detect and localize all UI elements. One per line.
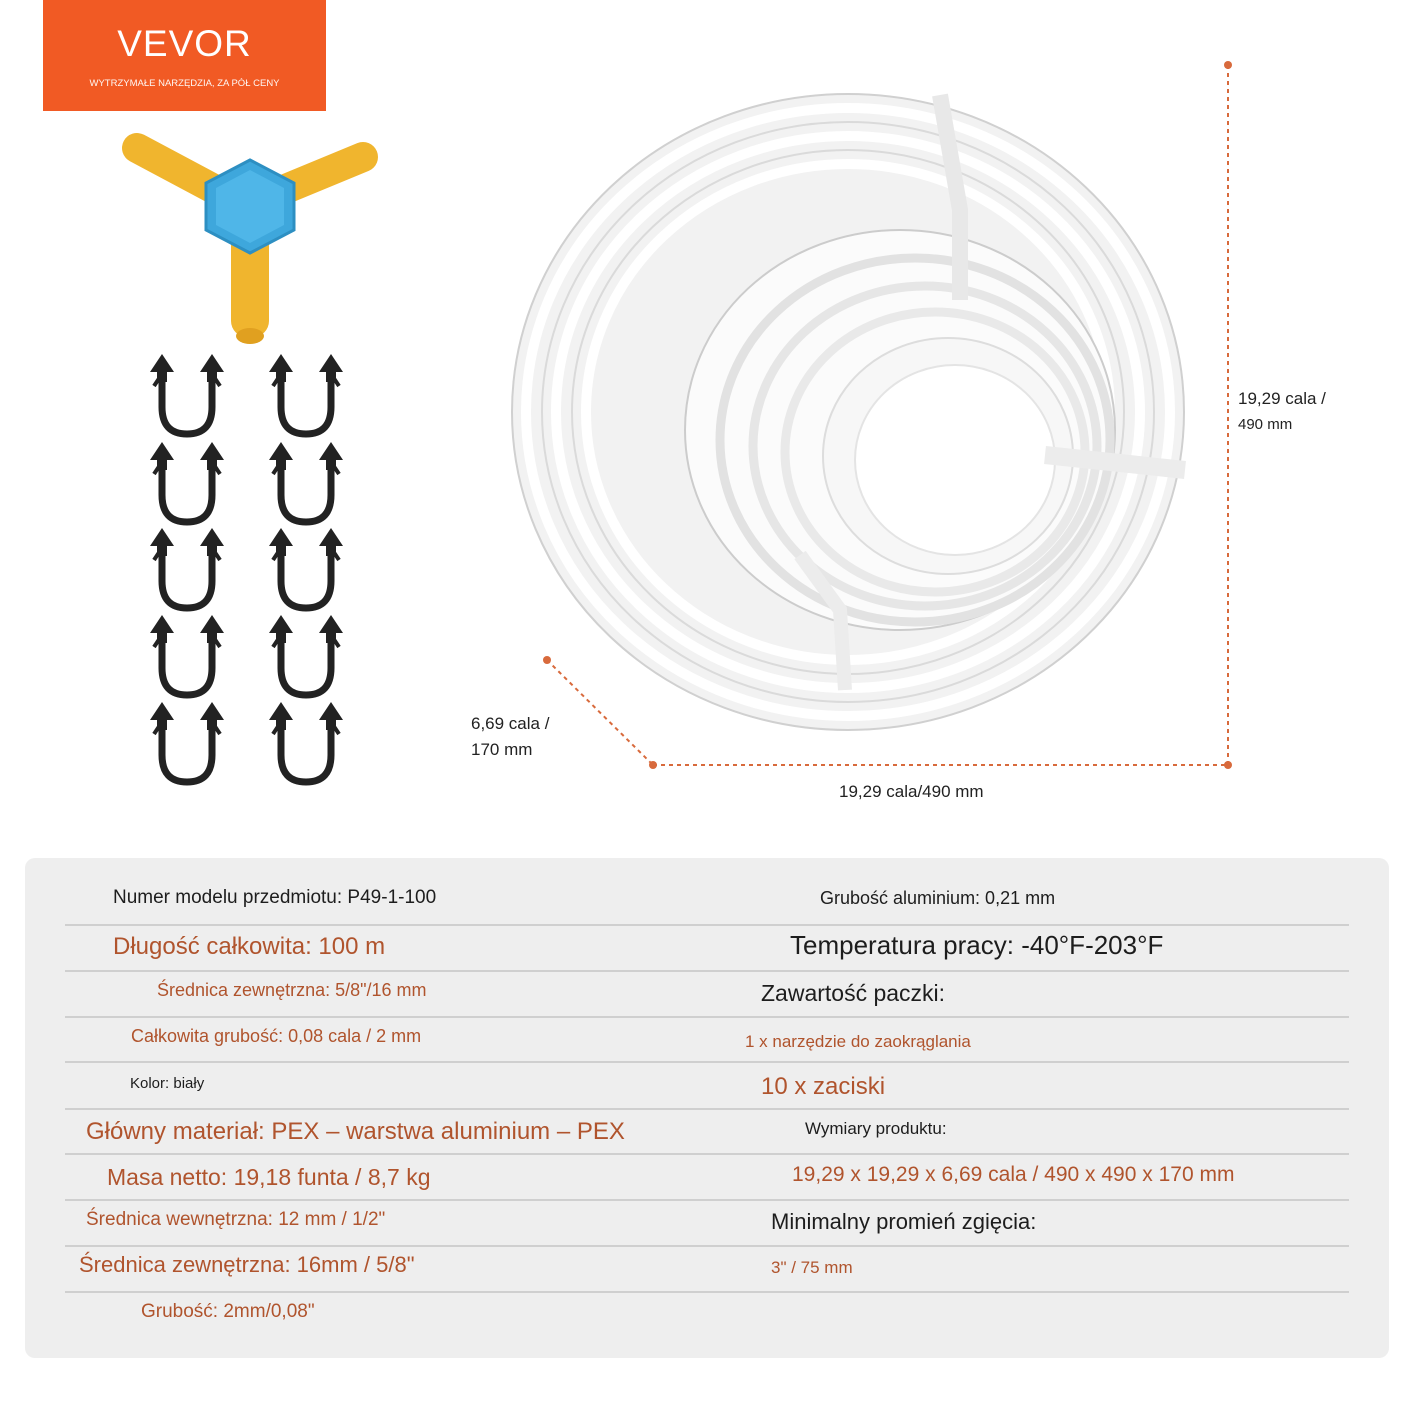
- spec-inner-diameter: Średnica wewnętrzna: 12 mm / 1/2": [86, 1209, 386, 1230]
- spec-product-dimensions-heading: Wymiary produktu:: [805, 1119, 947, 1138]
- spec-package-contents-heading: Zawartość paczki:: [761, 980, 946, 1006]
- clip-icon: [150, 442, 224, 522]
- spec-outer-diameter-2: Średnica zewnętrzna: 16mm / 5/8": [79, 1252, 415, 1277]
- depth-line1: 6,69 cala /: [471, 714, 550, 733]
- spec-min-bend-radius: 3" / 75 mm: [771, 1258, 853, 1277]
- spec-thickness: Grubość: 2mm/0,08": [141, 1301, 315, 1322]
- width-dimension-label: 19,29 cala/490 mm: [839, 782, 984, 801]
- pex-pipe-coil-icon: [512, 94, 1185, 730]
- spec-model-number: Numer modelu przedmiotu: P49-1-100: [113, 887, 437, 908]
- clip-icon: [150, 615, 224, 695]
- divider: [65, 1199, 1349, 1201]
- divider: [65, 924, 1349, 926]
- clip-icon: [269, 702, 343, 782]
- spec-package-clips: 10 x zaciski: [761, 1073, 886, 1100]
- clip-icon: [269, 442, 343, 522]
- clip-icon: [269, 528, 343, 608]
- spec-color: Kolor: biały: [130, 1075, 205, 1092]
- divider: [65, 1245, 1349, 1247]
- spec-operating-temperature: Temperatura pracy: -40°F-203°F: [790, 930, 1164, 960]
- divider: [65, 1016, 1349, 1018]
- divider: [65, 1061, 1349, 1063]
- depth-dimension-label: [471, 711, 549, 763]
- clip-icons: [150, 354, 343, 782]
- divider: [65, 1153, 1349, 1155]
- clip-icon: [150, 354, 224, 434]
- divider: [65, 1291, 1349, 1293]
- clip-icon: [269, 615, 343, 695]
- clip-icon: [150, 528, 224, 608]
- height-line2: 490 mm: [1238, 416, 1293, 433]
- spec-package-tool: 1 x narzędzie do zaokrąglania: [745, 1032, 971, 1051]
- height-line1: 19,29 cala /: [1238, 389, 1326, 408]
- depth-line2: 170 mm: [471, 740, 533, 759]
- clip-icon: [269, 354, 343, 434]
- spec-net-weight: Masa netto: 19,18 funta / 8,7 kg: [107, 1164, 431, 1190]
- spec-aluminium-thickness: Grubość aluminium: 0,21 mm: [820, 888, 1056, 908]
- spec-product-dimensions: 19,29 x 19,29 x 6,69 cala / 490 x 490 x 170 mm: [792, 1163, 1235, 1186]
- spec-outer-diameter: Średnica zewnętrzna: 5/8"/16 mm: [157, 980, 427, 1000]
- spec-total-thickness: Całkowita grubość: 0,08 cala / 2 mm: [131, 1026, 422, 1046]
- brand-name: VEVOR: [117, 23, 252, 64]
- brand-tagline: WYTRZYMAŁE NARZĘDZIA, ZA PÓŁ CENY: [89, 78, 280, 89]
- spec-total-length: Długość całkowita: 100 m: [113, 933, 386, 960]
- spec-min-bend-radius-heading: Minimalny promień zgięcia:: [771, 1209, 1037, 1234]
- divider: [65, 970, 1349, 972]
- rounding-tool-icon: [137, 148, 363, 344]
- clip-icon: [150, 702, 224, 782]
- spec-main-material: Główny materiał: PEX – warstwa aluminium – PEX: [86, 1118, 625, 1145]
- divider: [65, 1108, 1349, 1110]
- height-dimension-label: [1238, 386, 1326, 438]
